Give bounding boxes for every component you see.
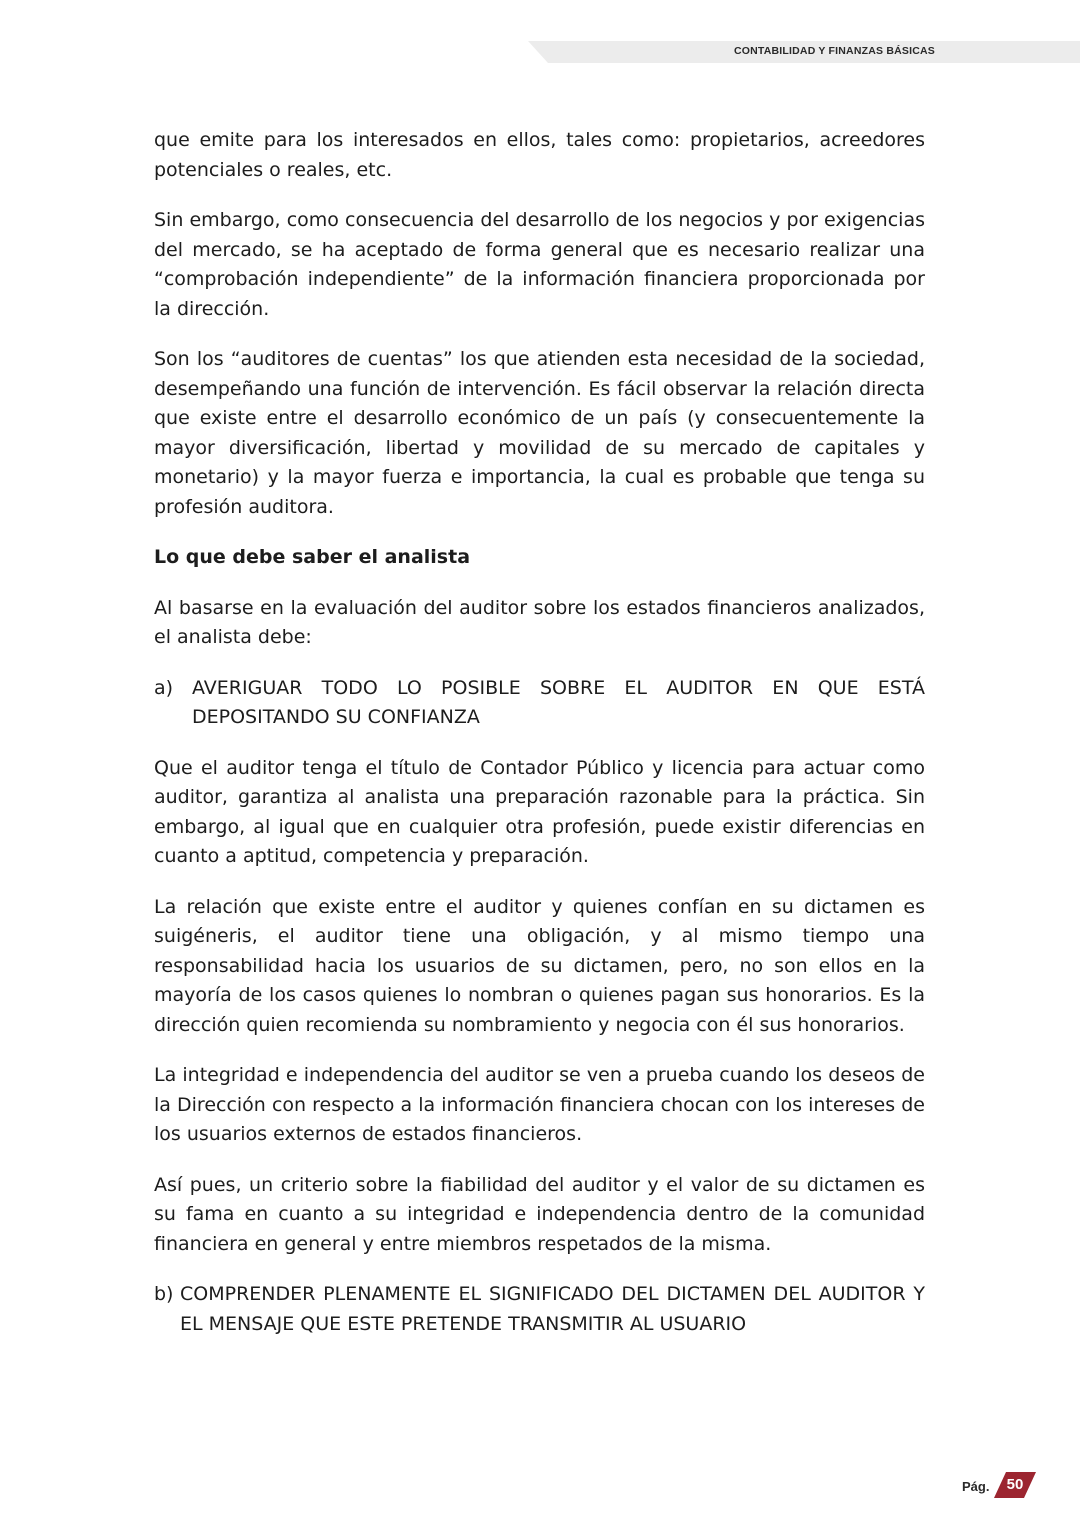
paragraph: Son los “auditores de cuentas” los que atienden esta necesidad de la sociedad, desempeñando una función de intervención. Es fácil observar la relación directa que existe entre el desarrollo económico de un país (y consecuentemente la mayor diversificación, libertad y movilidad de su mercado de capitales y monetario) y la mayor fuerza e importancia, la cual es probable que tenga su profesión auditora. [154,348,925,518]
list-item-b-text: COMPRENDER PLENAMENTE EL SIGNIFICADO DEL DICTAMEN DEL AUDITOR Y EL MENSAJE QUE ESTE PRETENDE TRANSMITIR AL USUARIO [180,1283,925,1335]
list-marker-a: a) [154,676,174,699]
list-item-b [154,1280,925,1339]
page-number: 50 [1006,1476,1024,1493]
paragraph: Al basarse en la evaluación del auditor sobre los estados financieros analizados, el analista debe: [154,596,925,648]
paragraph: La integridad e independencia del auditor se ven a prueba cuando los deseos de la Dirección con respecto a la información financiera chocan con los intereses de los usuarios externos de estados financieros. [154,1064,925,1145]
paragraph: La relación que existe entre el auditor y quienes confían en su dictamen es suigéneris, el auditor tiene una obligación, y al mismo tiempo una responsabilidad hacia los usuarios de su dictamen, pero, no son ellos en la mayoría de los casos quienes lo nombran o quienes pagan sus honorarios. Es la dirección quien recomienda su nombramiento y negocia con él sus honorarios. [154,895,925,1036]
section-heading: Lo que debe saber el analista [154,546,471,568]
page-footer [962,1472,1042,1500]
paragraph: Sin embargo, como consecuencia del desarrollo de los negocios y por exigencias del mercado, se ha aceptado de forma general que es necesario realizar una “comprobación independiente” de la información financiera proporcionada por la dirección. [154,209,925,320]
page-body [154,126,925,1360]
paragraph: Que el auditor tenga el título de Contador Público y licencia para actuar como auditor, garantiza al analista una preparación razonable para la práctica. Sin embargo, al igual que en cualquier otra profesión, puede existir diferencias en cuanto a aptitud, competencia y preparación. [154,756,925,867]
list-item-a [154,674,925,733]
page-label: Pág. [962,1479,990,1494]
running-header-title: CONTABILIDAD Y FINANZAS BÁSICAS [733,45,935,57]
paragraph: que emite para los interesados en ellos, tales como: propietarios, acreedores potenciales o reales, etc. [154,129,925,181]
paragraph: Así pues, un criterio sobre la fiabilidad del auditor y el valor de su dictamen es su fama en cuanto a su integridad e independencia dentro de la comunidad financiera en general y entre miembros respetados de la misma. [154,1173,925,1255]
list-item-a-text: AVERIGUAR TODO LO POSIBLE SOBRE EL AUDITOR EN QUE ESTÁ DEPOSITANDO SU CONFIANZA [192,676,925,728]
list-marker-b: b) [154,1283,174,1305]
